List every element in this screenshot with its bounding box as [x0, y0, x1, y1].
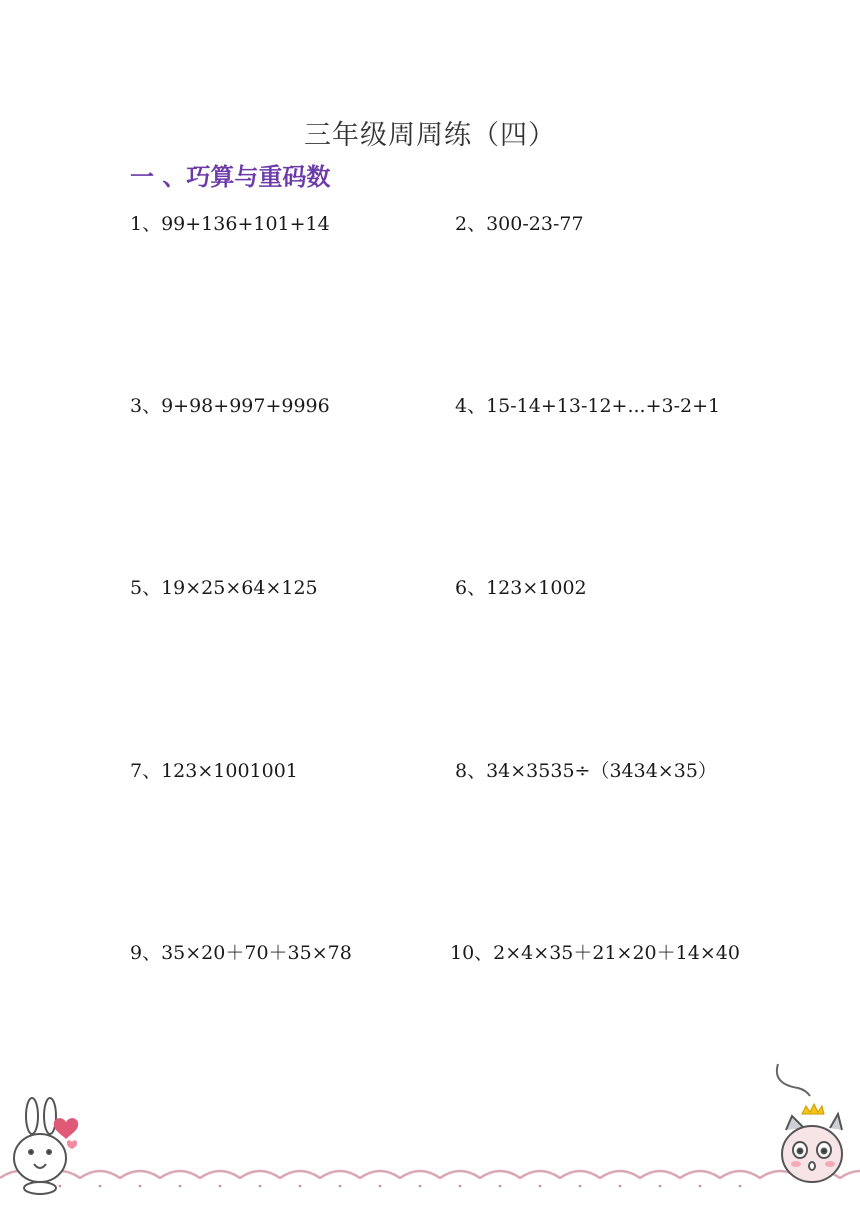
- cat-icon: [782, 1114, 842, 1182]
- problem-10: 10、2×4×35＋21×20＋14×40: [450, 942, 740, 964]
- page-title: 三年级周周练（四）: [304, 120, 556, 151]
- scallop-dots: [59, 1185, 742, 1188]
- bunny-icon: [14, 1098, 66, 1194]
- problem-3: 3、9+98+997+9996: [130, 395, 330, 417]
- scallop-border: [0, 1171, 860, 1178]
- problem-1: 1、99+136+101+14: [130, 213, 330, 235]
- hanging-string-decoration: [777, 1064, 810, 1096]
- crown-icon: [802, 1104, 824, 1114]
- decorative-border: [0, 1040, 860, 1216]
- section-heading: 一 、巧算与重码数: [130, 163, 331, 191]
- problem-8: 8、34×3535÷（3434×35）: [455, 760, 717, 782]
- problem-5: 5、19×25×64×125: [130, 577, 318, 599]
- problem-9: 9、35×20＋70＋35×78: [130, 942, 352, 964]
- problem-6: 6、123×1002: [455, 577, 587, 599]
- problem-2: 2、300-23-77: [455, 213, 584, 235]
- problem-7: 7、123×1001001: [130, 760, 298, 782]
- problem-4: 4、15-14+13-12+...+3-2+1: [455, 395, 721, 417]
